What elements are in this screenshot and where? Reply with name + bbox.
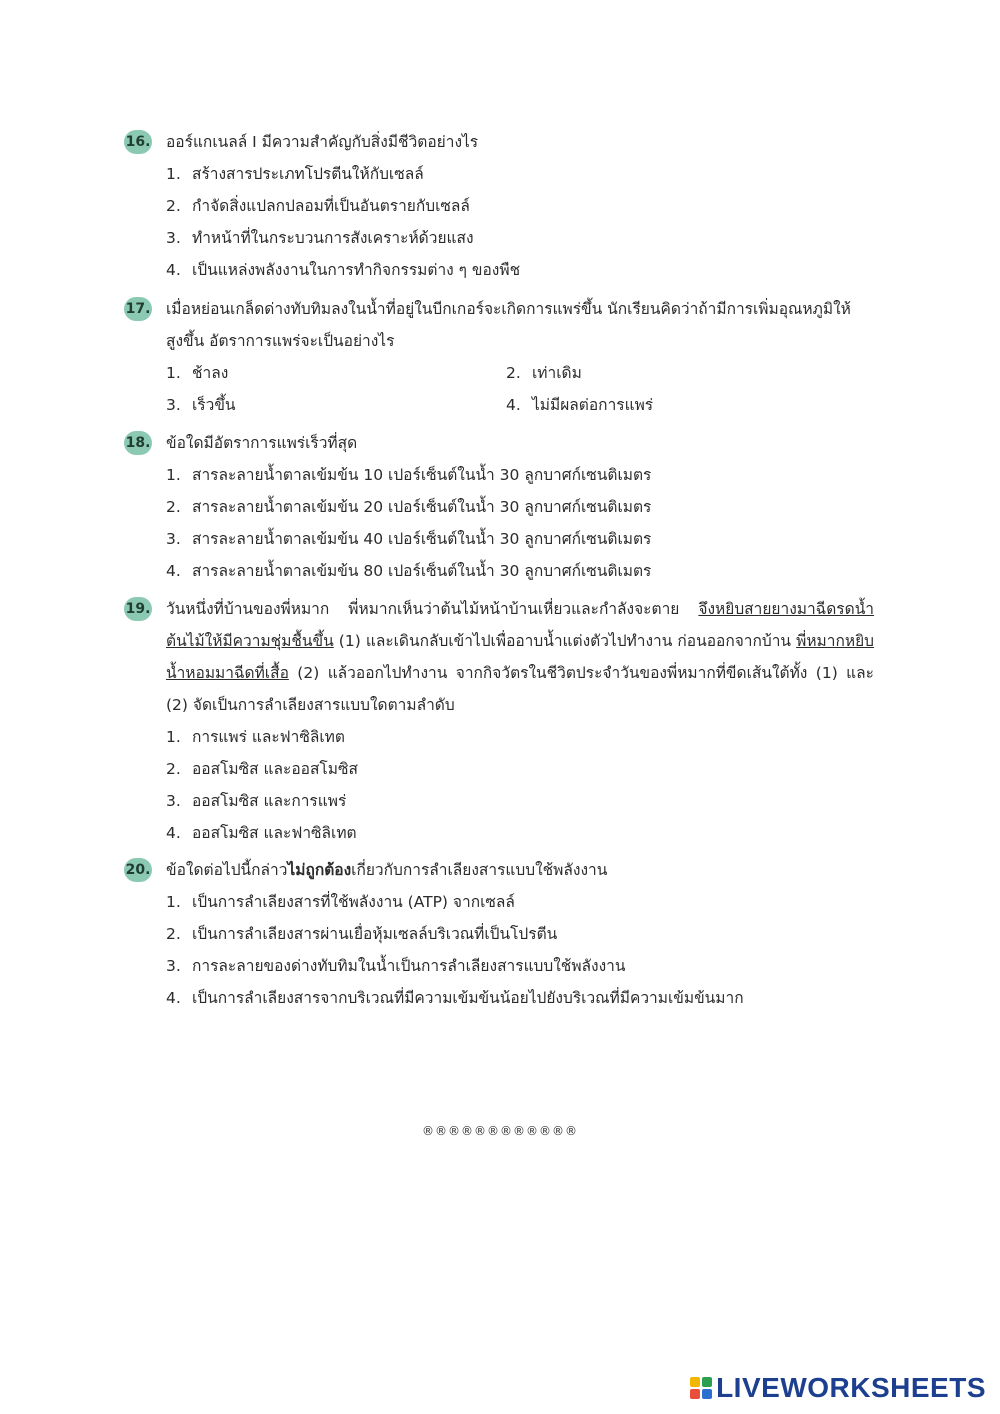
option-3: 3. เร็วขึ้น bbox=[166, 396, 236, 414]
option-1: 1. สร้างสารประเภทโปรตีนให้กับเซลล์ bbox=[166, 165, 424, 183]
mark-square bbox=[702, 1377, 712, 1387]
option-4: 4. ไม่มีผลต่อการแพร่ bbox=[506, 396, 654, 414]
liveworksheets-logo bbox=[690, 1372, 986, 1404]
option-4: 4. ออสโมซิส และฟาซิลิเทต bbox=[166, 824, 357, 842]
option-4: 4. เป็นการลำเลียงสารจากบริเวณที่มีความเข้มข้นน้อยไปยังบริเวณที่มีความเข้มข้นมาก bbox=[166, 989, 744, 1007]
question-20 bbox=[124, 854, 874, 1014]
question-paragraph: วันหนึ่งที่บ้านของพี่หมาก พี่หมากเห็นว่าต้นไม้หน้าบ้านเหี่ยวและกำลังจะตาย จึงหยิบสายยางมาฉีดรดน้ำต้นไม้ให้มีความชุ่มชื้นขึ้น (1) และเดินกลับเข้าไปเพื่ออาบน้ำแต่งตัวไปทำงาน ก่อนออกจากบ้าน พี่หมากหยิบน้ำหอมมาฉีดที่เสื้อ (2) แล้วออกไปทำงาน จากกิจวัตรในชีวิตประจำวันของพี่หมากที่ขีดเส้นใต้ทั้ง (1) และ (2) จัดเป็นการลำเลียงสารแบบใดตามลำดับ bbox=[166, 600, 874, 714]
option-3: 3. การละลายของด่างทับทิมในน้ำเป็นการลำเลียงสารแบบใช้พลังงาน bbox=[166, 957, 626, 975]
question-number-badge: 20. bbox=[124, 858, 152, 882]
brand-name: LIVEWORKSHEETS bbox=[716, 1372, 986, 1403]
question-text-line-2: สูงขึ้น อัตราการแพร่จะเป็นอย่างไร bbox=[166, 332, 395, 350]
question-number-badge: 16. bbox=[124, 130, 152, 154]
option-2: 2. ออสโมซิส และออสโมซิส bbox=[166, 760, 358, 778]
underlined-activity-1: จึงหยิบสายยางมาฉีดรดน้ำต้นไม้ให้มีความชุ่มชื้นขึ้น bbox=[166, 600, 874, 650]
question-number-badge: 18. bbox=[124, 431, 152, 455]
question-19-stem bbox=[124, 593, 874, 721]
question-18-stem bbox=[124, 427, 874, 459]
question-number-badge: 17. bbox=[124, 297, 152, 321]
option-1: 1. เป็นการลำเลียงสารที่ใช้พลังงาน (ATP) จากเซลล์ bbox=[166, 893, 515, 911]
option-2: 2. เท่าเดิม bbox=[506, 364, 582, 382]
mark-square bbox=[690, 1377, 700, 1387]
option-1: 1. ช้าลง bbox=[166, 364, 229, 382]
liveworksheets-mark-icon bbox=[690, 1377, 712, 1399]
question-number-badge: 19. bbox=[124, 597, 152, 621]
question-text: ข้อใดมีอัตราการแพร่เร็วที่สุด bbox=[166, 434, 358, 452]
option-3: 3. สารละลายน้ำตาลเข้มข้น 40 เปอร์เซ็นต์ในน้ำ 30 ลูกบาศก์เซนติเมตร bbox=[166, 530, 652, 548]
question-17-stem bbox=[124, 293, 874, 357]
option-2: 2. สารละลายน้ำตาลเข้มข้น 20 เปอร์เซ็นต์ในน้ำ 30 ลูกบาศก์เซนติเมตร bbox=[166, 498, 652, 516]
question-text: ออร์แกเนลล์ I มีความสำคัญกับสิ่งมีชีวิตอย่างไร bbox=[166, 133, 479, 151]
mark-square bbox=[690, 1389, 700, 1399]
option-2: 2. กำจัดสิ่งแปลกปลอมที่เป็นอันตรายกับเซลล์ bbox=[166, 197, 470, 215]
question-16-stem bbox=[124, 126, 874, 158]
option-1: 1. การแพร่ และฟาซิลิเทต bbox=[166, 728, 345, 746]
option-3: 3. ออสโมซิส และการแพร่ bbox=[166, 792, 347, 810]
question-16 bbox=[124, 126, 874, 286]
option-4: 4. สารละลายน้ำตาลเข้มข้น 80 เปอร์เซ็นต์ในน้ำ 30 ลูกบาศก์เซนติเมตร bbox=[166, 562, 652, 580]
option-1: 1. สารละลายน้ำตาลเข้มข้น 10 เปอร์เซ็นต์ในน้ำ 30 ลูกบาศก์เซนติเมตร bbox=[166, 466, 652, 484]
question-17 bbox=[124, 293, 874, 421]
question-19 bbox=[124, 593, 874, 849]
question-text-line-1: เมื่อหย่อนเกล็ดด่างทับทิมลงในน้ำที่อยู่ในบีกเกอร์จะเกิดการแพร่ขึ้น นักเรียนคิดว่าถ้ามีการเพิ่มอุณหภูมิให้ bbox=[166, 300, 851, 318]
option-2: 2. เป็นการลำเลียงสารผ่านเยื่อหุ้มเซลล์บริเวณที่เป็นโปรตีน bbox=[166, 925, 558, 943]
underlined-activity-2: พี่หมากหยิบน้ำหอมมาฉีดที่เสื้อ bbox=[166, 632, 874, 682]
question-20-stem: 20. ข้อใดต่อไปนี้กล่าวไม่ถูกต้องเกี่ยวกับการลำเลียงสารแบบใช้พลังงาน bbox=[124, 854, 874, 886]
section-separator: ®®®®®®®®®®®® bbox=[422, 1124, 578, 1138]
option-4: 4. เป็นแหล่งพลังงานในการทำกิจกรรมต่าง ๆ ของพืช bbox=[166, 261, 521, 279]
option-3: 3. ทำหน้าที่ในกระบวนการสังเคราะห์ด้วยแสง bbox=[166, 229, 474, 247]
mark-square bbox=[702, 1389, 712, 1399]
question-18 bbox=[124, 427, 874, 587]
emphasis-not-correct: ไม่ถูกต้อง bbox=[287, 861, 352, 879]
